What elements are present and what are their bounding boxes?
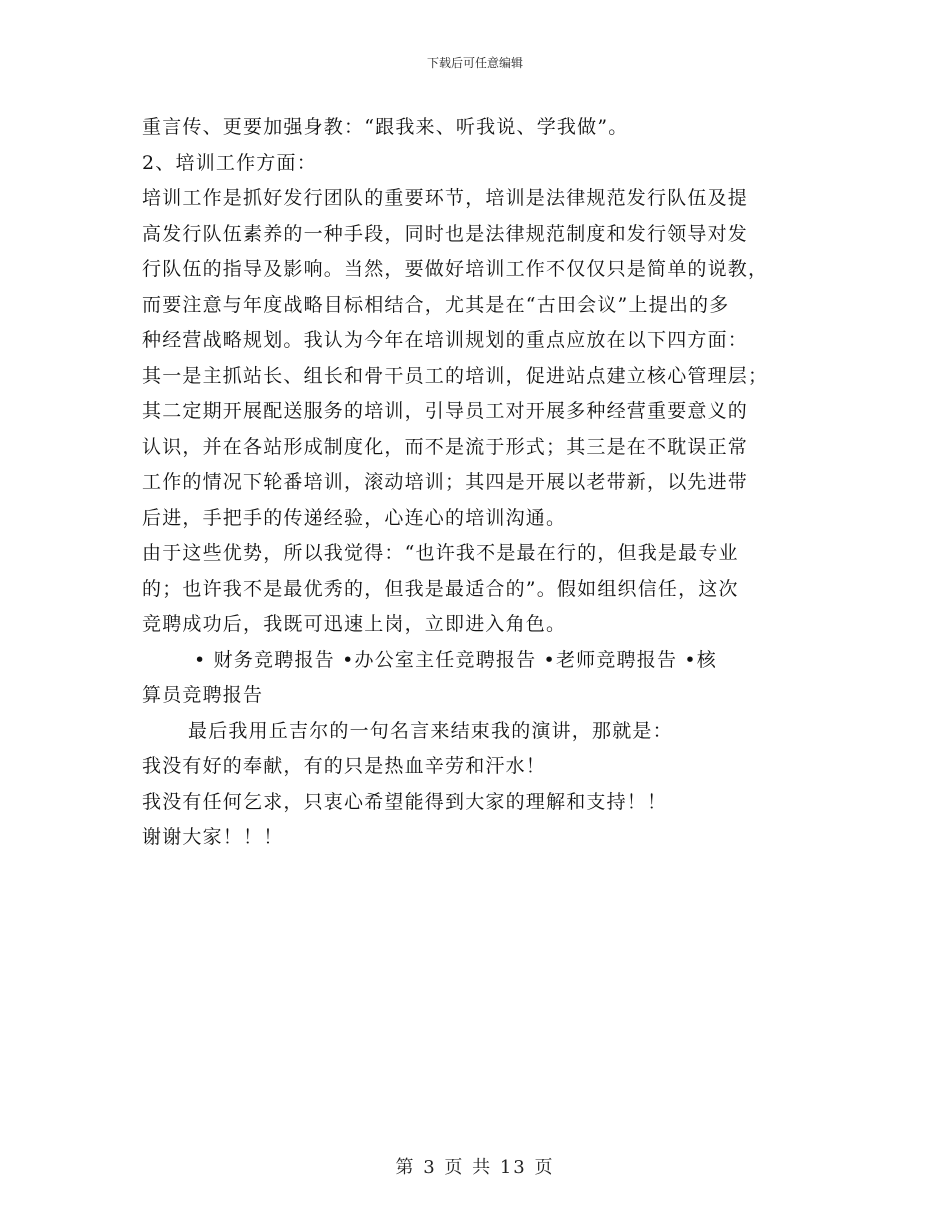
body-line: 其二定期开展配送服务的培训，引导员工对开展多种经营重要意义的 [142,400,749,422]
body-line: 重言传、更要加强身教：“跟我来、听我说、学我做”。 [142,116,629,138]
body-line: 的；也许我不是最优秀的，但我是最适合的”。假如组织信任，这次 [142,577,739,600]
body-line: 培训工作是抓好发行团队的重要环节，培训是法律规范发行队伍及提 [142,187,749,209]
closing-quote-line-2: 我没有任何乞求，只衷心希望能得到大家的理解和支持！！ [142,790,668,813]
body-line: 认识，并在各站形成制度化，而不是流于形式；其三是在不耽误正常 [142,435,749,458]
body-line: 种经营战略规划。我认为今年在培训规划的重点应放在以下四方面： [142,329,749,351]
closing-thanks: 谢谢大家！！！ [142,826,284,848]
body-line: 而要注意与年度战略目标相结合，尤其是在“古田会议”上提出的多 [142,293,730,316]
related-links-list[interactable]: • 财务竞聘报告 •办公室主任竞聘报告 •老师竞聘报告 •核 [194,648,717,671]
closing-quote-line-1: 我没有好的奉献，有的只是热血辛劳和汗水！ [142,755,547,777]
section-heading-training: 2、培训工作方面： [142,151,317,174]
body-line: 由于这些优势，所以我觉得：“也许我不是最在行的，但我是最专业 [142,542,739,564]
page-header-note: 下载后可任意编辑 [426,56,523,70]
body-line: 竞聘成功后，我既可迅速上岗，立即进入角色。 [142,613,567,635]
document-body [142,110,810,856]
body-line: 工作的情况下轮番培训，滚动培训；其四是开展以老带新，以先进带 [142,471,749,493]
body-line: 高发行队伍素养的一种手段，同时也是法律规范制度和发行领导对发 [142,222,749,245]
body-line: 后进，手把手的传递经验，心连心的培训沟通。 [142,506,567,529]
body-line: 其一是主抓站长、组长和骨干员工的培训，促进站点建立核心管理层； [142,364,769,387]
related-link-continuation[interactable]: 算员竞聘报告 [142,684,264,706]
closing-intro: 最后我用丘吉尔的一句名言来结束我的演讲，那就是： [188,719,673,742]
body-line: 行队伍的指导及影响。当然，要做好培训工作不仅仅只是简单的说教， [142,258,769,280]
page-number: 第 3 页 共 13 页 [395,1157,555,1178]
